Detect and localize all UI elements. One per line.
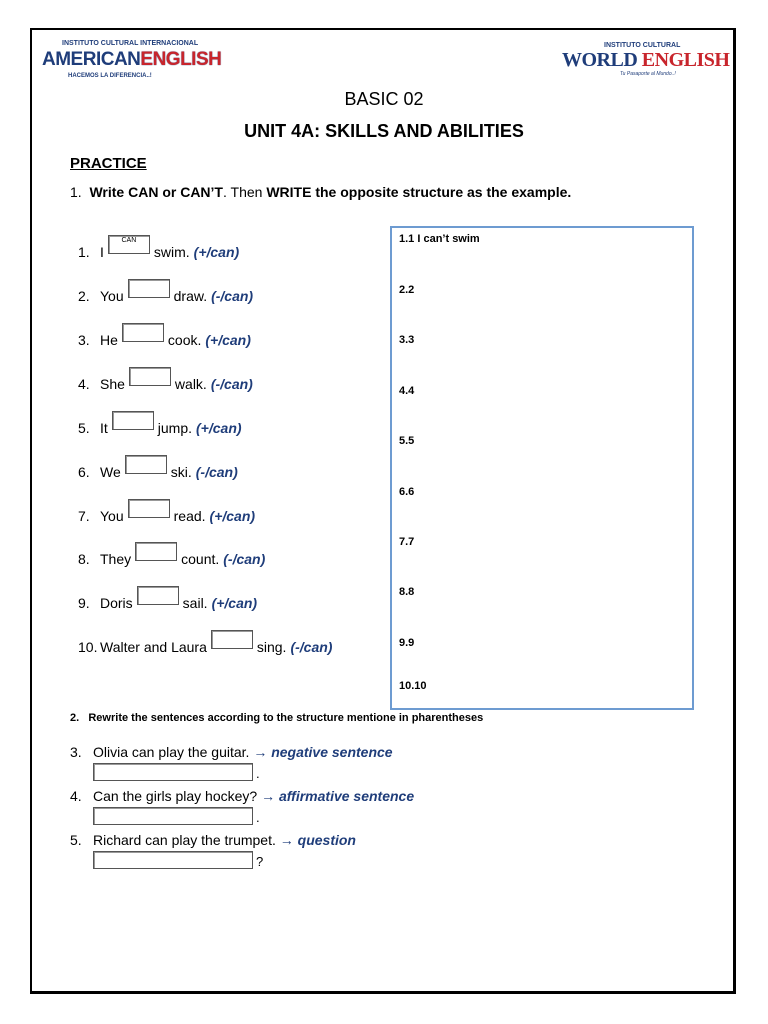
rewrite-answer-row bbox=[93, 763, 260, 781]
answer-blank-input[interactable] bbox=[128, 279, 170, 298]
rewrite-answer-input[interactable] bbox=[93, 851, 253, 869]
answer-blank-input[interactable]: CAN bbox=[108, 235, 150, 254]
item-hint: (+/can) bbox=[211, 595, 258, 611]
exercise1-item bbox=[78, 595, 257, 614]
item-verb: walk. bbox=[174, 376, 207, 392]
item-verb: draw. bbox=[173, 288, 208, 304]
answer-line[interactable]: 9.9 bbox=[399, 637, 415, 649]
item-number: 8. bbox=[78, 551, 90, 567]
item-verb: sail. bbox=[182, 595, 208, 611]
answer-blank-input[interactable] bbox=[125, 455, 167, 474]
item-number: 5. bbox=[78, 420, 90, 436]
item-verb: jump. bbox=[157, 420, 193, 436]
answer-line[interactable]: 8.8 bbox=[399, 586, 415, 598]
answer-blank-input[interactable] bbox=[137, 586, 179, 605]
unit-title: UNIT 4A: SKILLS AND ABILITIES bbox=[244, 121, 524, 141]
answer-line[interactable]: 3.3 bbox=[399, 334, 415, 346]
item-verb: sing. bbox=[256, 639, 287, 655]
answer-line[interactable]: 5.5 bbox=[399, 435, 415, 447]
exercise1-item bbox=[78, 237, 240, 263]
american-english-logo bbox=[42, 40, 222, 88]
item-number: 4. bbox=[78, 376, 90, 392]
rewrite-hint: negative sentence bbox=[271, 744, 393, 760]
item-subject: You bbox=[100, 288, 124, 304]
rewrite-end-punct: ? bbox=[256, 854, 264, 869]
exercise1-item bbox=[78, 551, 265, 570]
rewrite-end-punct: . bbox=[256, 810, 260, 825]
item-subject: She bbox=[100, 376, 125, 392]
answer-blank-input[interactable] bbox=[129, 367, 171, 386]
item-verb: read. bbox=[173, 508, 206, 524]
exercise1-item bbox=[78, 332, 251, 351]
item-subject: Walter and Laura bbox=[100, 639, 207, 655]
exercise2-instruction: 2. Rewrite the sentences according to the structure mentione in pharentheses bbox=[70, 712, 484, 724]
item-hint: (-/can) bbox=[223, 551, 266, 567]
item-number: 10. bbox=[78, 639, 98, 655]
answer-blank-input[interactable] bbox=[112, 411, 154, 430]
page-title: BASIC 02 bbox=[344, 89, 424, 109]
answer-box bbox=[390, 226, 694, 710]
logo-left-tagline: HACEMOS LA DIFERENCIA..! bbox=[68, 73, 152, 79]
item-subject: Doris bbox=[100, 595, 133, 611]
answer-blank-input[interactable] bbox=[211, 630, 253, 649]
item-hint: (-/can) bbox=[195, 464, 238, 480]
item-hint: (+/can) bbox=[209, 508, 256, 524]
exercise1-item bbox=[78, 288, 253, 307]
answer-line[interactable]: 7.7 bbox=[399, 536, 415, 548]
item-number: 6. bbox=[78, 464, 90, 480]
rewrite-answer-row bbox=[93, 851, 263, 869]
answer-blank-input[interactable] bbox=[128, 499, 170, 518]
item-subject: They bbox=[100, 551, 132, 567]
exercise1-item bbox=[78, 464, 238, 483]
item-verb: swim. bbox=[153, 244, 190, 260]
item-subject: We bbox=[100, 464, 121, 480]
item-verb: count. bbox=[181, 551, 220, 567]
item-hint: (-/can) bbox=[211, 288, 254, 304]
answer-line[interactable]: 2.2 bbox=[399, 284, 415, 296]
rewrite-answer-input[interactable] bbox=[93, 807, 253, 825]
item-number: 2. bbox=[78, 288, 90, 304]
answer-line[interactable]: 1.1 I can’t swim bbox=[399, 233, 480, 245]
logo-right-top: INSTITUTO CULTURAL bbox=[604, 42, 681, 49]
logo-left-main: AMERICANENGLISH bbox=[42, 49, 222, 70]
item-subject: It bbox=[100, 420, 108, 436]
rewrite-sentence: 5. Richard can play the trumpet. → question bbox=[70, 832, 356, 848]
exercise1-item bbox=[78, 639, 332, 658]
item-subject: He bbox=[100, 332, 118, 348]
rewrite-answer-row bbox=[93, 807, 260, 825]
item-verb: cook. bbox=[167, 332, 202, 348]
item-hint: (+/can) bbox=[205, 332, 251, 348]
rewrite-hint: question bbox=[297, 832, 356, 848]
logo-right-main: WORLD ENGLISH bbox=[562, 49, 730, 71]
item-number: 1. bbox=[78, 244, 90, 260]
exercise1-item bbox=[78, 508, 255, 527]
item-subject: I bbox=[100, 244, 104, 260]
item-subject: You bbox=[100, 508, 124, 524]
item-hint: (-/can) bbox=[210, 376, 253, 392]
rewrite-end-punct: . bbox=[256, 766, 260, 781]
answer-line[interactable]: 10.10 bbox=[399, 680, 427, 692]
item-number: 7. bbox=[78, 508, 90, 524]
exercise1-instruction: 1. Write CAN or CAN’T. Then WRITE the opposite structure as the example. bbox=[70, 184, 572, 200]
rewrite-hint: affirmative sentence bbox=[278, 788, 415, 804]
rewrite-answer-input[interactable] bbox=[93, 763, 253, 781]
exercise1-item bbox=[78, 376, 253, 395]
item-number: 9. bbox=[78, 595, 90, 611]
practice-heading: PRACTICE bbox=[70, 155, 147, 172]
rewrite-sentence: 4. Can the girls play hockey? → affirmative sentence bbox=[70, 788, 415, 804]
answer-line[interactable]: 6.6 bbox=[399, 486, 415, 498]
answer-line[interactable]: 4.4 bbox=[399, 385, 415, 397]
logo-right-tagline: Tu Pasaporte al Mundo..! bbox=[620, 71, 676, 77]
item-hint: (+/can) bbox=[193, 244, 240, 260]
item-number: 3. bbox=[78, 332, 90, 348]
item-hint: (+/can) bbox=[196, 420, 242, 436]
item-hint: (-/can) bbox=[290, 639, 333, 655]
answer-blank-input[interactable] bbox=[135, 542, 177, 561]
answer-blank-input[interactable] bbox=[122, 323, 164, 342]
logo-left-top: INSTITUTO CULTURAL INTERNACIONAL bbox=[62, 40, 199, 47]
rewrite-sentence: 3. Olivia can play the guitar. → negative sentence bbox=[70, 744, 393, 760]
item-verb: ski. bbox=[170, 464, 192, 480]
world-english-logo bbox=[562, 42, 728, 82]
exercise1-item bbox=[78, 420, 242, 439]
